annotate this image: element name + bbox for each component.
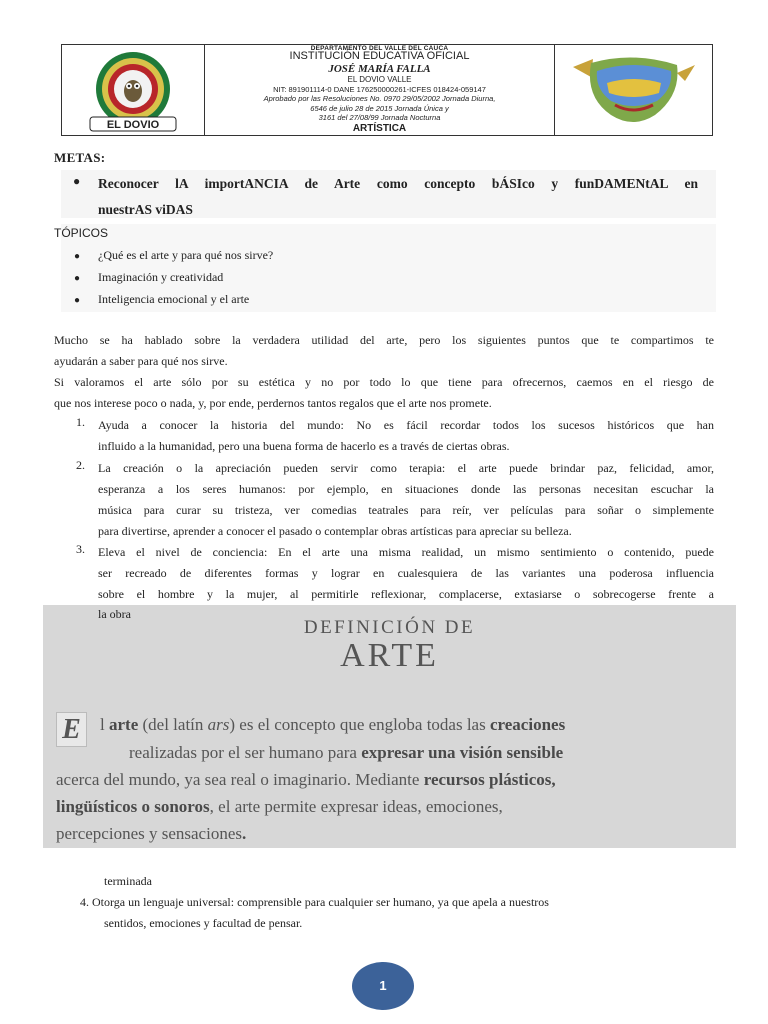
- definition-text: lingüísticos o sonoros: [56, 797, 210, 816]
- text-line: influido a la humanidad, pero una buena forma de hacerlo es a través de ciertas obras.: [98, 439, 510, 453]
- definition-word: ARTE: [340, 637, 439, 674]
- resolution-line: Aprobado por las Resoluciones No. 0970 29/05/2002 Jornada Diurna,: [263, 94, 496, 103]
- list-item: [98, 415, 714, 457]
- municipal-emblem-cell: [555, 45, 712, 135]
- list-number: 3.: [76, 542, 85, 556]
- goals-title: METAS:: [54, 150, 106, 165]
- school-name: JOSÉ MARÍA FALLA: [328, 63, 431, 75]
- page-number-badge: 1: [352, 962, 414, 1010]
- subject-title: ARTÍSTICA: [352, 123, 407, 134]
- school-crest-logo: [62, 45, 205, 135]
- text-line: sobre el hombre y la mujer, al permitirle reflexionar, complacerse, extasiarse o sobrecogerse frente a: [98, 587, 714, 601]
- text-line: esperanza a los seres humanos: por ejemplo, en situaciones donde las personas necesitan escuchar la: [98, 482, 714, 496]
- intro-paragraph: [54, 330, 714, 414]
- list-item: [98, 542, 714, 605]
- text-line: Eleva el nivel de conciencia: En el arte una misma realidad, un mismo sentimiento o contenido, puede: [98, 545, 714, 559]
- definition-text: percepciones y sensaciones: [56, 824, 242, 843]
- definition-line: [56, 824, 246, 844]
- definition-text: ars: [207, 715, 230, 734]
- definition-text: acerca del mundo, ya sea real o imaginario. Mediante: [56, 770, 424, 789]
- topic-item: Imaginación y creatividad: [98, 270, 224, 284]
- bullet-icon: ●: [74, 295, 81, 306]
- school-resolutions: [205, 94, 554, 123]
- school-logo-cell: [62, 45, 205, 135]
- text-line: para divertirse, aprender a conocer el pasado o contemplar obras artísticas para apreciar su belleza.: [98, 524, 572, 538]
- list-item: [98, 458, 714, 542]
- institution-type: INSTITUCIÓN EDUCATIVA OFICIAL: [289, 50, 470, 62]
- definition-text: realizadas por el ser humano para: [129, 743, 362, 762]
- definition-text: (del latín: [138, 715, 208, 734]
- school-nit: NIT: 891901114-0 DANE 176250000261-ICFES 018424-059147: [273, 85, 486, 94]
- resolution-line: 6546 de julio 28 de 2015 Jornada Única y: [310, 103, 449, 113]
- institution-info: [205, 45, 555, 135]
- definition-line: [129, 743, 563, 763]
- definition-heading: DEFINICIÓN DE: [303, 617, 476, 638]
- topic-item: Inteligencia emocional y el arte: [98, 292, 250, 306]
- list-item-continuation: terminada: [104, 874, 152, 888]
- school-city: EL DOVIO VALLE: [347, 75, 412, 84]
- text-line: Si valoramos el arte sólo por su estética y no por todo lo que tiene para ofrecernos, caemos en el riesgo de: [54, 375, 714, 389]
- definition-text: creaciones: [489, 715, 566, 734]
- goal-line: Reconocer lA importANCIA de Arte como concepto bÁSIco y funDAMENtAL en: [98, 176, 698, 191]
- text-line: ayudarán a saber para qué nos sirve.: [54, 354, 228, 368]
- text-line: Ayuda a conocer la historia del mundo: No es fácil recordar todos los sucesos históricos que han: [98, 418, 714, 432]
- definition-text: l: [100, 715, 109, 734]
- topics-title: TÓPICOS: [54, 226, 109, 240]
- list-number: 2.: [76, 458, 85, 472]
- bullet-icon: ●: [73, 174, 81, 188]
- drop-cap: E: [56, 712, 87, 747]
- definition-text: arte: [108, 715, 139, 734]
- definition-text: ) es el concepto que engloba todas las: [229, 715, 490, 734]
- definition-text: .: [241, 824, 247, 843]
- list-item: 4. Otorga un lenguaje universal: comprensible para cualquier ser humano, ya que apela a nuestros: [80, 895, 549, 909]
- bullet-icon: ●: [74, 251, 81, 262]
- list-number: 1.: [76, 415, 85, 429]
- definition-text: recursos plásticos,: [423, 770, 556, 789]
- definition-text: , el arte permite expresar ideas, emociones,: [209, 797, 503, 816]
- definition-line: [56, 770, 556, 790]
- resolution-line: 3161 del 27/08/99 Jornada Nocturna: [318, 113, 441, 122]
- definition-image: [43, 605, 736, 848]
- topic-item: ¿Qué es el arte y para qué nos sirve?: [98, 248, 274, 262]
- institution-header: [61, 44, 713, 136]
- goal-line: nuestrAS viDAS: [98, 202, 193, 217]
- text-line: que nos interese poco o nada, y, por ende, perdernos tantos regalos que el arte nos promete.: [54, 396, 492, 410]
- text-line: ser recreado de diferentes formas y lograr en cualesquiera de las variantes una poderosa influencia: [98, 566, 714, 580]
- bullet-icon: ●: [74, 273, 81, 284]
- list-item-continuation: la obra: [98, 607, 131, 621]
- definition-line: [56, 797, 503, 817]
- department-label: DEPARTAMENTO DEL VALLE DEL CAUCA: [310, 45, 449, 52]
- text-line: Mucho se ha hablado sobre la verdadera utilidad del arte, pero los siguientes puntos que te compartimos te: [54, 333, 714, 347]
- goal-text: [98, 171, 698, 223]
- definition-text: expresar una visión sensible: [361, 743, 564, 762]
- text-line: música para curar su tristeza, ver comedias teatrales para reír, ver películas para soñar o simplemente: [98, 503, 714, 517]
- text-line: La creación o la apreciación pueden servir como terapia: el arte puede brindar paz, felicidad, amor,: [98, 461, 714, 475]
- municipal-emblem: [555, 45, 712, 135]
- list-item-continuation: sentidos, emociones y facultad de pensar.: [104, 916, 303, 930]
- definition-line: [100, 715, 565, 735]
- logo-text: EL DOVIO: [106, 119, 160, 131]
